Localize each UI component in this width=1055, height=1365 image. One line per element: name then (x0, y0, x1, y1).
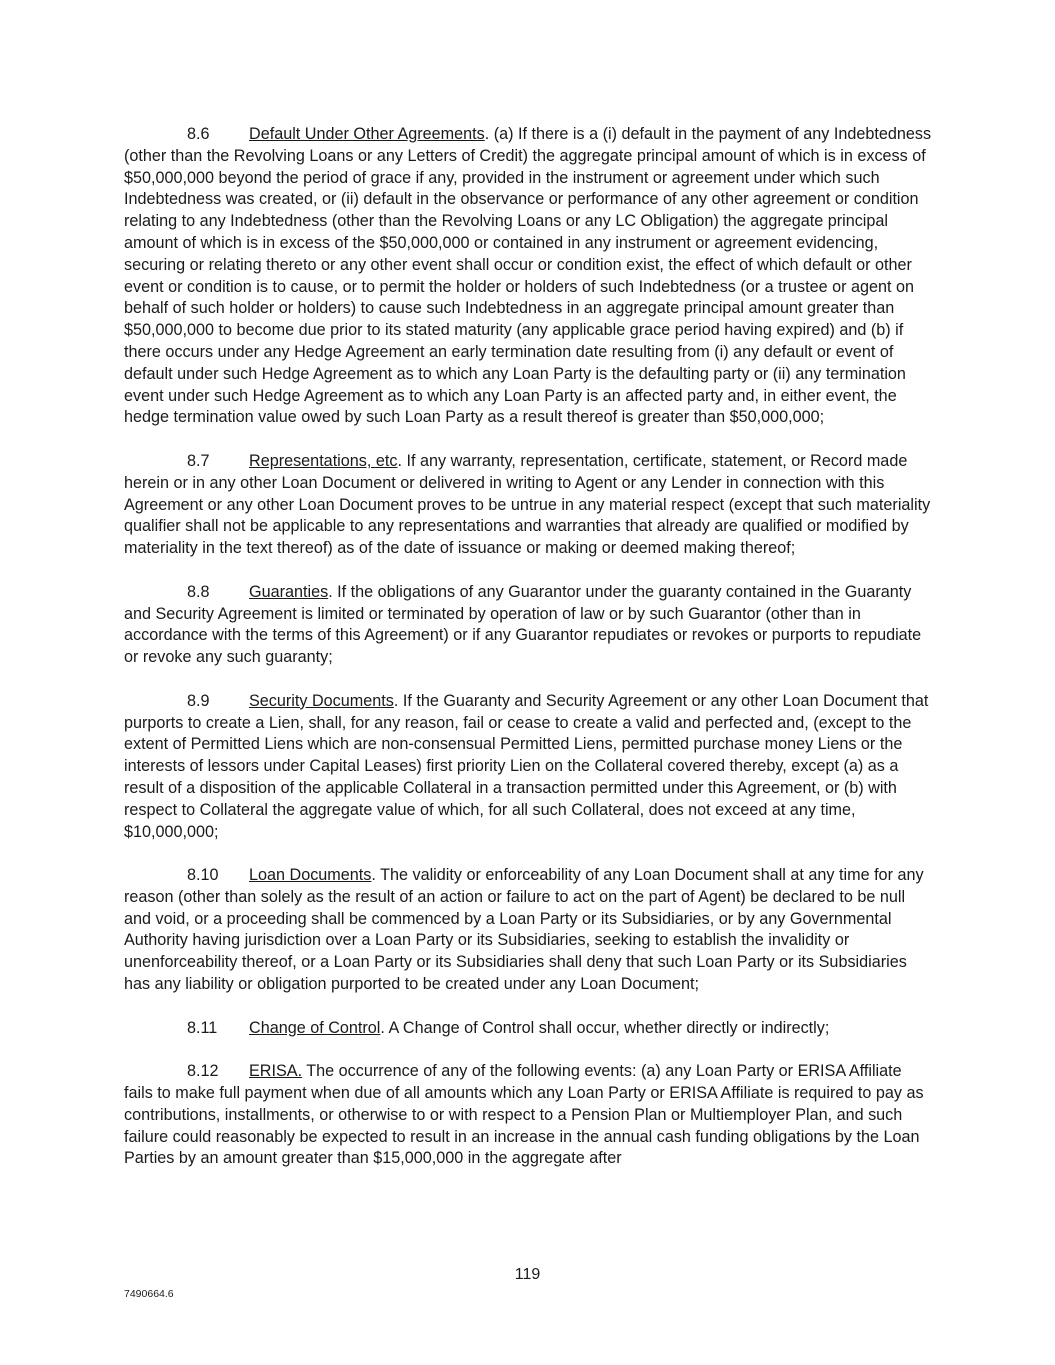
page-number: 119 (514, 1266, 541, 1283)
section-text: . A Change of Control shall occur, whether directly or indirectly; (380, 1018, 830, 1037)
section-heading: Guaranties (249, 582, 329, 601)
section-8-7 (124, 451, 934, 560)
section-heading: Loan Documents (249, 866, 372, 885)
section-number: 8.11 (187, 1018, 218, 1037)
section-number: 8.9 (187, 691, 210, 710)
section-number: 8.6 (187, 125, 210, 143)
section-text: . (a) If there is a (i) default in the payment of any Indebtedness (other than the Revolving Loans or any Letters of Credit) the aggregate principal amount of which is in excess of $50,000,000 beyond the period of grace if any, provided in the instrument or agreement under which such Indebtedness was created, or (ii) default in the observance or performance of any other agreement or condition relating to any Indebtedness (other than the Revolving Loans or any LC Obligation) the aggregate principal amount of which is in excess of the $50,000,000 or contained in any instrument or agreement evidencing, securing or relating thereto or any other event shall occur or condition exist, the effect of which default or other event or condition is to cause, or to permit the holder or holders of such Indebtedness (or a trustee or agent on behalf of such holder or holders) to cause such Indebtedness in an aggregate principal amount greater than $50,000,000 to become due prior to its stated maturity (any applicable grace period having expired) and (b) if there occurs under any Hedge Agreement an early termination date resulting from (i) any default or event of default under such Hedge Agreement as to which any Loan Party is the defaulting party or (ii) any termination event under such Hedge Agreement as to which any Loan Party is an affected party and, in either event, the hedge termination value owed by such Loan Party as a result thereof is greater than $50,000,000; (124, 125, 932, 427)
document-id: 7490664.6 (124, 1288, 174, 1300)
section-text: The occurrence of any of the following events: (a) any Loan Party or ERISA Affiliate fails to make full payment when due of all amounts which any Loan Party or ERISA Affiliate is required to pay as contributions, installments, or otherwise to or with respect to a Pension Plan or Multiemployer Plan, and such failure could reasonably be expected to result in an increase in the annual cash funding obligations by the Loan Parties by an amount greater than $15,000,000 in the aggregate after (124, 1062, 924, 1168)
section-8-6 (124, 124, 934, 429)
section-text: . The validity or enforceability of any Loan Document shall at any time for any reason (other than solely as the result of an action or failure to act on the part of Agent) be declared to be null and void, or a proceeding shall be commenced by a Loan Party or its Subsidiaries, or by any Governmental Authority having jurisdiction over a Loan Party or its Subsidiaries, seeking to establish the invalidity or unenforceability thereof, or a Loan Party or its Subsidiaries shall deny that such Loan Party or its Subsidiaries has any liability or obligation purported to be created under any Loan Document; (124, 866, 924, 994)
section-heading: Change of Control (249, 1018, 381, 1037)
section-heading: Default Under Other Agreements (249, 125, 485, 143)
section-8-12 (124, 1061, 934, 1170)
section-number: 8.7 (187, 451, 210, 470)
section-text: . If the obligations of any Guarantor under the guaranty contained in the Guaranty and Security Agreement is limited or terminated by operation of law or by such Guarantor (other than in accordance with the terms of this Agreement) or if any Guarantor repudiates or revokes or purports to repudiate or revoke any such guaranty; (124, 582, 922, 667)
section-8-9 (124, 691, 934, 844)
document-body (124, 124, 934, 1192)
section-number: 8.10 (187, 866, 219, 885)
section-8-11 (124, 1018, 934, 1040)
section-heading: Representations, etc (249, 451, 398, 470)
section-8-8 (124, 582, 934, 669)
section-heading: ERISA. (249, 1062, 303, 1081)
section-heading: Security Documents (249, 691, 394, 710)
section-number: 8.12 (187, 1062, 219, 1081)
section-8-10 (124, 865, 934, 996)
section-text: . If any warranty, representation, certificate, statement, or Record made herein or in any other Loan Document or delivered in writing to Agent or any Lender in connection with this Agreement or any other Loan Document proves to be untrue in any material respect (except that such materiality qualifier shall not be applicable to any representations and warranties that already are qualified or modified by materiality in the text thereof) as of the date of issuance or making or deemed making thereof; (124, 451, 931, 558)
section-number: 8.8 (187, 582, 210, 601)
section-text: . If the Guaranty and Security Agreement or any other Loan Document that purports to create a Lien, shall, for any reason, fail or cease to create a valid and perfected and, (except to the extent of Permitted Liens which are non-consensual Permitted Liens, permitted purchase money Liens or the interests of lessors under Capital Leases) first priority Lien on the Collateral covered thereby, except (a) as a result of a disposition of the applicable Collateral in a transaction permitted under this Agreement, or (b) with respect to Collateral the aggregate value of which, for all such Collateral, does not exceed at any time, $10,000,000; (124, 691, 929, 841)
